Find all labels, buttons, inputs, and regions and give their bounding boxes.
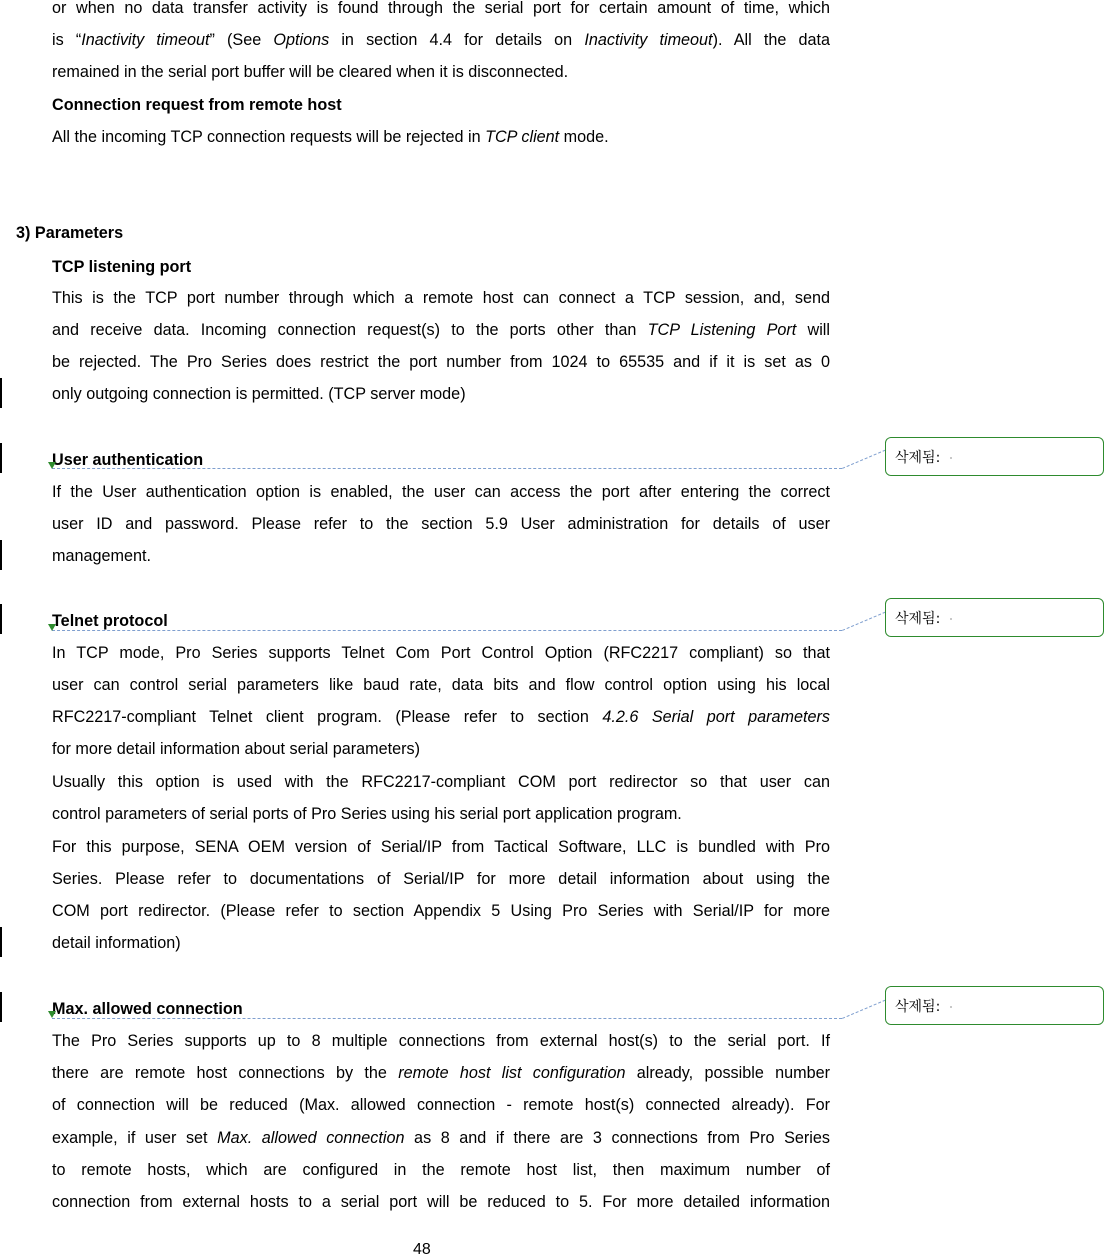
body-line: RFC2217-compliant Telnet client program. (Please refer to section 4.2.6 Serial port parameters [52,708,830,726]
revision-balloon[interactable] [885,598,1104,637]
insertion-caret-icon [48,462,56,469]
insertion-caret-icon [48,1011,56,1018]
body-line: connection from external hosts to a serial port will be reduced to 5. For more detailed information [52,1193,830,1211]
body-line: of connection will be reduced (Max. allowed connection - remote host(s) connected already). For [52,1096,830,1114]
insertion-caret-icon [48,624,56,631]
body-line: Usually this option is used with the RFC2217-compliant COM port redirector so that user can [52,773,830,791]
body-line: or when no data transfer activity is found through the serial port for certain amount of time, which [52,0,830,17]
body-line: for more detail information about serial parameters) [52,740,420,758]
body-line: only outgoing connection is permitted. (TCP server mode) [52,385,466,403]
subheading-telnet-protocol: Telnet protocol [52,612,168,630]
italic-term: remote host list configuration [398,1064,626,1082]
comment-connector [52,630,842,631]
italic-term: TCP Listening Port [647,321,797,339]
subheading-tcp-listening-port: TCP listening port [52,258,192,276]
body-line: user can control serial parameters like baud rate, data bits and flow control option using his local [52,676,830,694]
revision-balloon[interactable] [885,986,1104,1025]
change-bar [0,540,2,570]
revision-label: 삭제됨: [895,450,941,466]
body-line: If the User authentication option is enabled, the user can access the port after entering the correct [52,483,830,501]
revision-balloon[interactable] [885,437,1104,476]
body-line: is “Inactivity timeout” (See Options in section 4.4 for details on Inactivity timeout). All the data [52,31,831,49]
body-line: COM port redirector. (Please refer to section Appendix 5 Using Pro Series with Serial/IP for more [52,902,830,920]
body-line: remained in the serial port buffer will be cleared when it is disconnected. [52,63,569,81]
change-bar [0,927,2,957]
subheading-max-allowed-connection: Max. allowed connection [52,1000,243,1018]
change-bar [0,604,2,634]
comment-connector [52,468,842,469]
subheading-user-authentication: User authentication [52,451,204,469]
subheading-connection-request: Connection request from remote host [52,96,342,114]
change-bar [0,378,2,408]
italic-term: Inactivity timeout [584,31,713,49]
body-line: detail information) [52,934,181,952]
page-number: 48 [413,1241,431,1258]
change-bar [0,443,2,473]
body-line: The Pro Series supports up to 8 multiple connections from external host(s) to the serial port. If [52,1032,830,1050]
section-title: 3) Parameters [16,224,124,242]
body-line: control parameters of serial ports of Pro Series using his serial port application program. [52,805,682,823]
comment-connector [842,1000,886,1019]
revision-label: 삭제됨: [895,999,941,1015]
body-line: management. [52,547,151,565]
comment-connector [842,450,886,469]
revision-label: 삭제됨: [895,611,941,627]
body-line: This is the TCP port number through which a remote host can connect a TCP session, and, send [52,289,830,307]
body-line: example, if user set Max. allowed connection as 8 and if there are 3 connections from Pro Series [52,1129,830,1147]
body-line: In TCP mode, Pro Series supports Telnet Com Port Control Option (RFC2217 compliant) so that [52,644,830,662]
body-line: and receive data. Incoming connection request(s) to the ports other than TCP Listening Port will [52,321,830,339]
italic-term: Inactivity timeout [81,31,210,49]
comment-connector [842,612,886,631]
body-line: For this purpose, SENA OEM version of Serial/IP from Tactical Software, LLC is bundled with Pro [52,838,830,856]
comment-connector [52,1018,842,1019]
body-line: user ID and password. Please refer to the section 5.9 User administration for details of user [52,515,830,533]
italic-term: 4.2.6 Serial port parameters [602,708,830,726]
body-line: to remote hosts, which are configured in the remote host list, then maximum number of [52,1161,830,1179]
italic-term: Max. allowed connection [217,1129,405,1147]
body-line: Series. Please refer to documentations of Serial/IP for more detail information about using the [52,870,830,888]
body-line: All the incoming TCP connection requests will be rejected in TCP client mode. [52,128,609,146]
change-bar [0,992,2,1022]
body-line: there are remote host connections by the remote host list configuration already, possible number [52,1064,830,1082]
italic-term: TCP client [485,128,560,146]
italic-term: Options [273,31,330,49]
body-line: be rejected. The Pro Series does restrict the port number from 1024 to 65535 and if it is set as 0 [52,353,830,371]
